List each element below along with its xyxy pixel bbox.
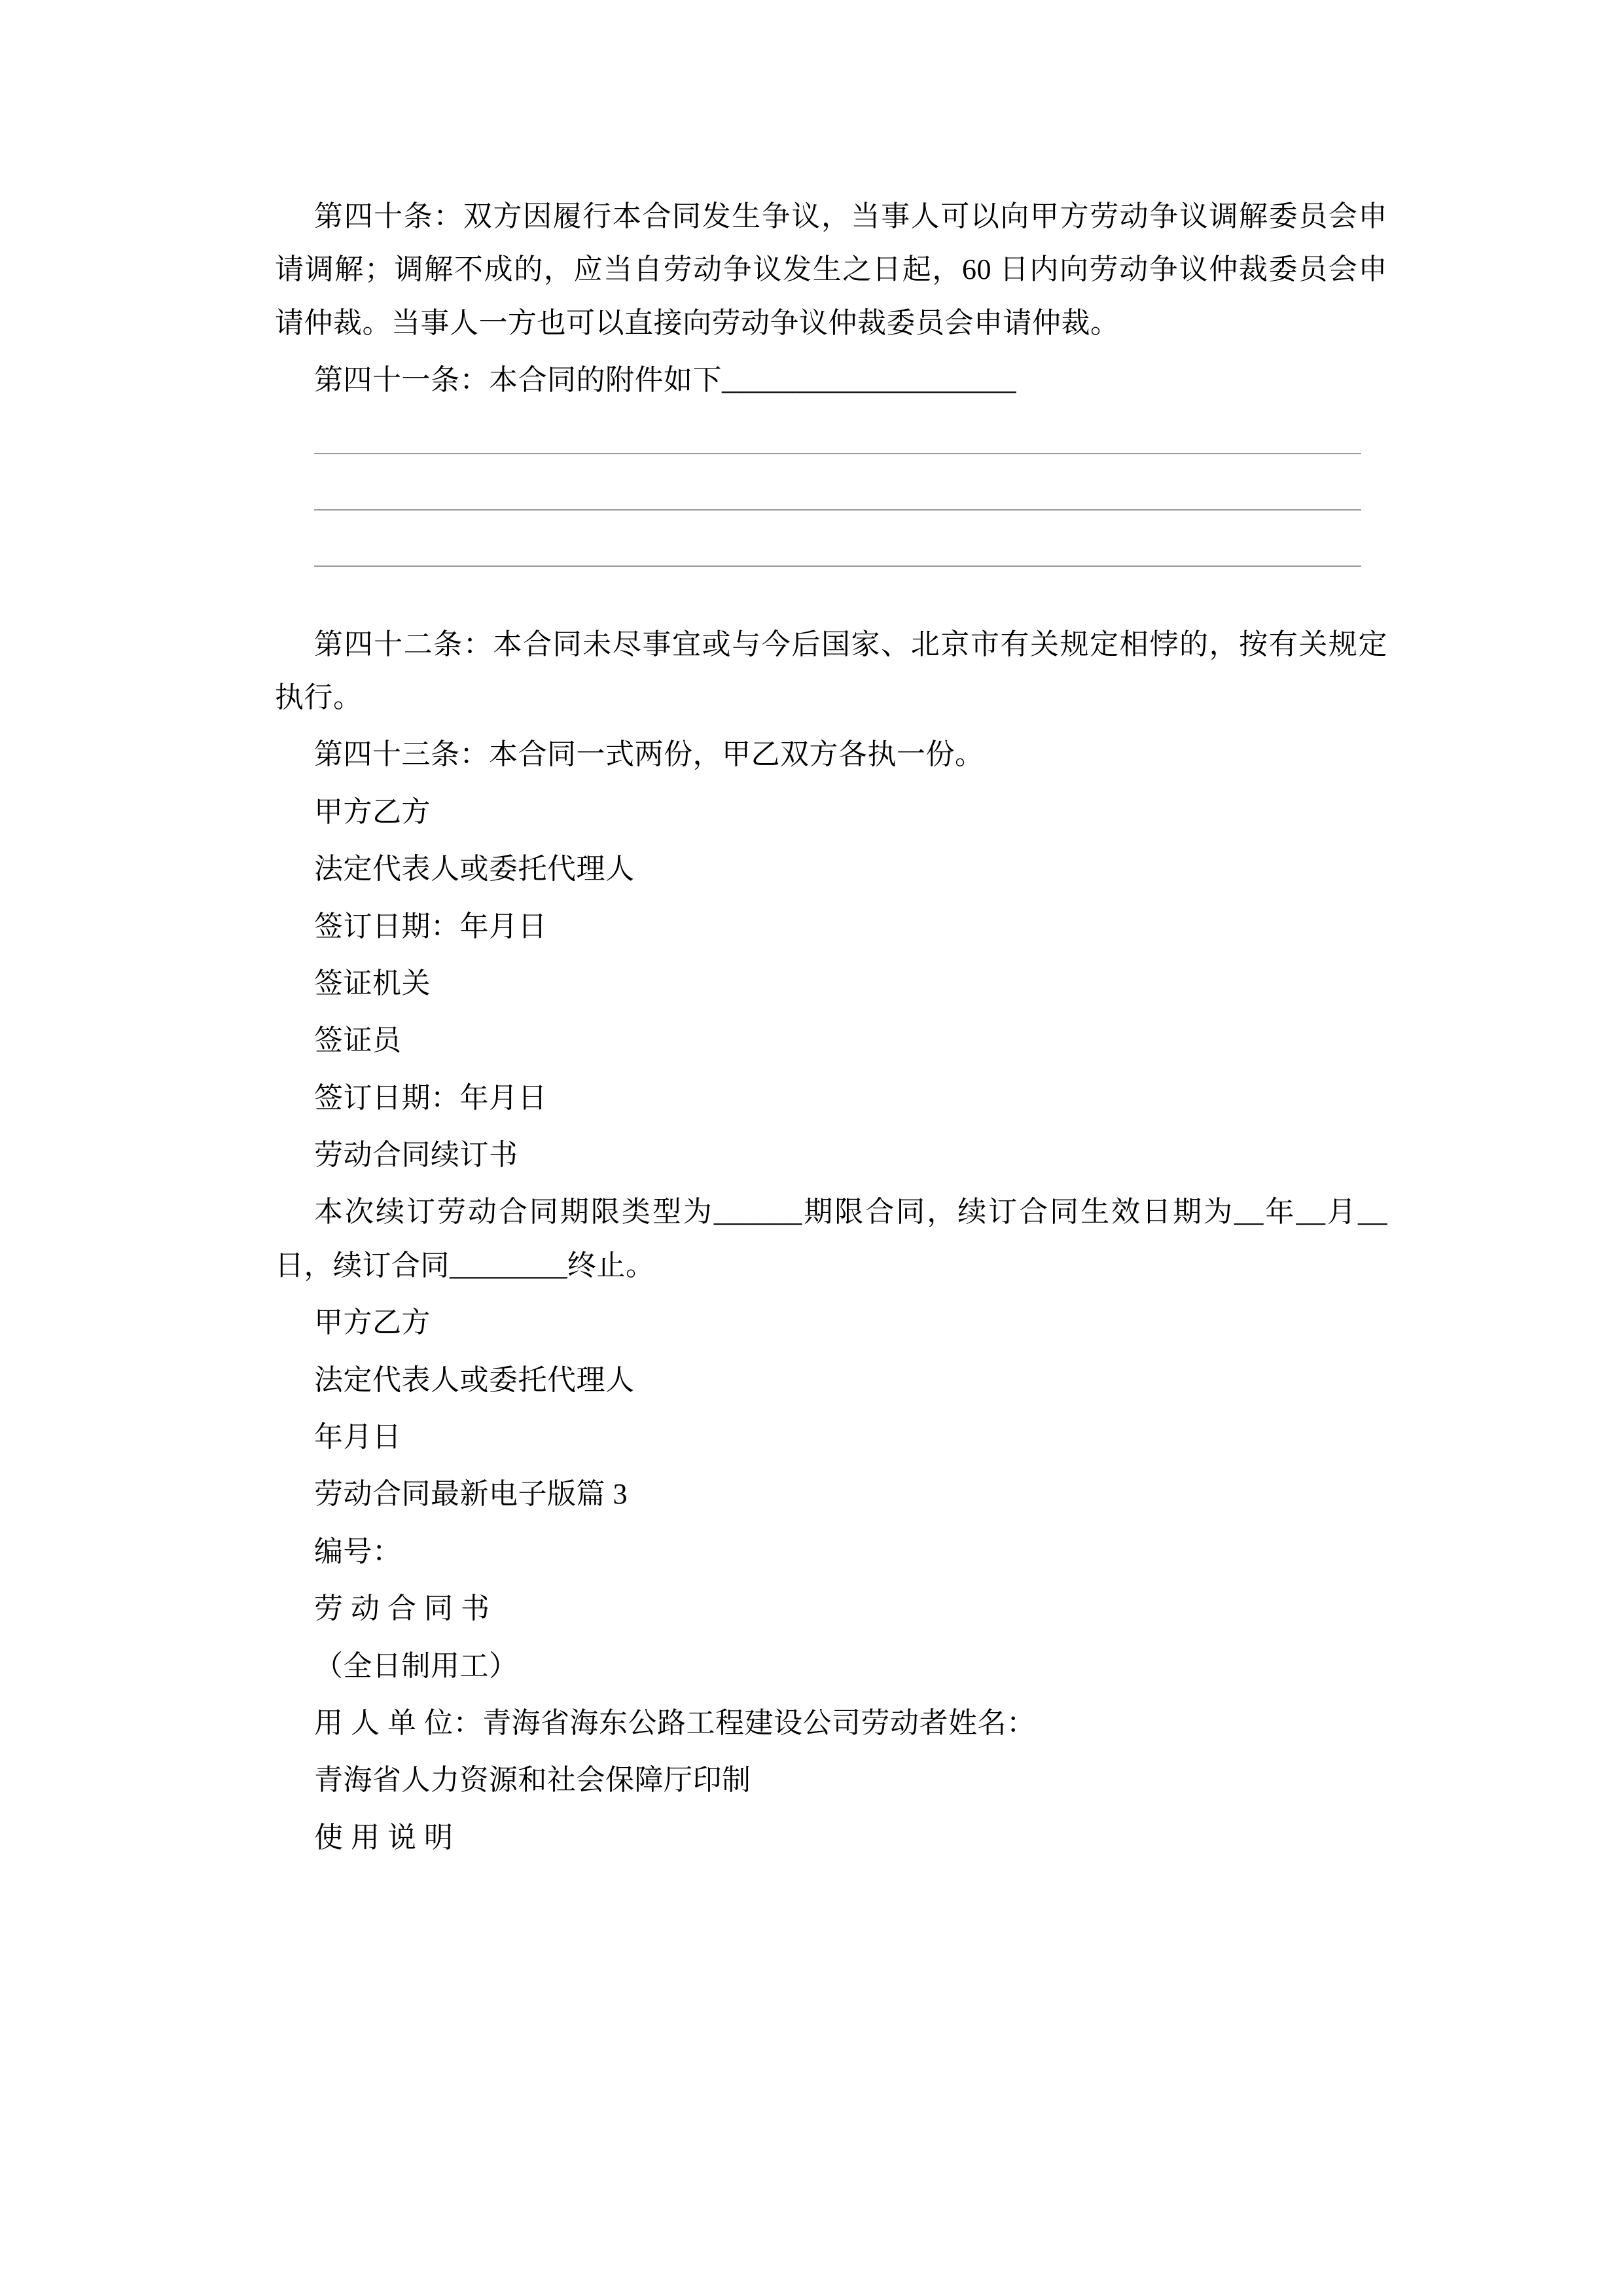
- signature-parties-1: 甲方乙方: [314, 795, 431, 828]
- sign-date-1: 签订日期：年月日: [314, 910, 547, 942]
- renewal-title: 劳动合同续订书: [314, 1139, 518, 1172]
- spacer: [275, 592, 1387, 618]
- witness-officer: 签证员: [314, 1024, 402, 1057]
- clause-41: 第四十一条：本合同的附件如下____________________: [314, 364, 1016, 397]
- spacer: [275, 411, 1387, 423]
- witness-authority: 签证机关: [314, 967, 431, 999]
- section-heading-sample-3: 劳动合同最新电子版篇 3: [314, 1478, 628, 1511]
- sign-date-2: 签订日期：年月日: [314, 1081, 547, 1114]
- renewal-date: 年月日: [314, 1421, 402, 1454]
- horizontal-rule: [314, 453, 1361, 454]
- renewal-body: 本次续订劳动合同期限类型为______期限合同，续订合同生效日期为__年__月__日，续订合同________终止。: [275, 1196, 1387, 1282]
- horizontal-rule: [314, 509, 1361, 511]
- employer-and-employee-line: 用 人 单 位：青海省海东公路工程建设公司劳动者姓名：: [314, 1706, 1036, 1739]
- clause-42: 第四十二条：本合同未尽事宜或与今后国家、北京市有关规定相悖的，按有关规定执行。: [275, 628, 1387, 713]
- attachment-blank-line-1: [275, 423, 1387, 479]
- legal-representative-2: 法定代表人或委托代理人: [314, 1363, 635, 1396]
- employment-type: （全日制用工）: [314, 1649, 518, 1682]
- attachment-blank-line-3: [275, 535, 1387, 592]
- contract-number-label: 编号：: [314, 1535, 402, 1568]
- legal-representative-1: 法定代表人或委托代理人: [314, 853, 635, 886]
- attachment-blank-line-2: [275, 479, 1387, 535]
- contract-book-title: 劳 动 合 同 书: [314, 1592, 490, 1625]
- instructions-heading: 使 用 说 明: [314, 1821, 454, 1854]
- signature-parties-2: 甲方乙方: [314, 1306, 431, 1339]
- printing-authority: 青海省人力资源和社会保障厅印制: [314, 1764, 751, 1797]
- horizontal-rule: [314, 565, 1361, 567]
- clause-43: 第四十三条：本合同一式两份，甲乙双方各执一份。: [314, 738, 984, 771]
- document-body: [275, 190, 1387, 1868]
- clause-40: 第四十条：双方因履行本合同发生争议，当事人可以向甲方劳动争议调解委员会申请调解；调解不成的，应当自劳动争议发生之日起，60 日内向劳动争议仲裁委员会申请仲裁。当事人一方也可以直接向劳动争议仲裁委员会申请仲裁。: [275, 200, 1387, 339]
